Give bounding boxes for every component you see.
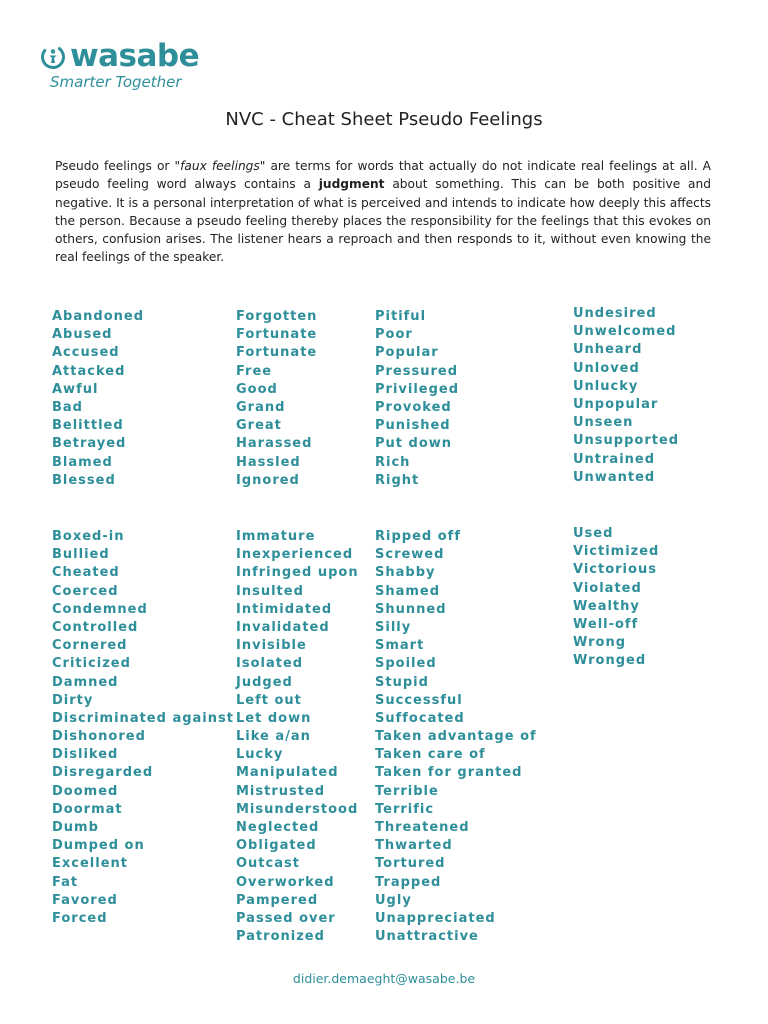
pseudo-feeling-word: Shunned (375, 601, 447, 617)
pseudo-feeling-word: Favored (52, 892, 118, 908)
pseudo-feeling-word: Fortunate (236, 327, 318, 343)
pseudo-feeling-word: Blamed (52, 454, 113, 470)
pseudo-feeling-word: Overworked (236, 874, 335, 890)
pseudo-feeling-word: Disliked (52, 747, 119, 763)
pseudo-feeling-word: Violated (573, 580, 642, 596)
pseudo-feeling-word: Cheated (52, 565, 120, 581)
word-column-1-group-1 (52, 308, 144, 490)
pseudo-feeling-word: Taken advantage of (375, 729, 537, 745)
pseudo-feeling-word: Unseen (573, 415, 634, 431)
pseudo-feeling-word: Unwelcomed (573, 324, 677, 340)
pseudo-feeling-word: Dishonored (52, 729, 146, 745)
pseudo-feeling-word: Forced (52, 910, 108, 926)
page-title: NVC - Cheat Sheet Pseudo Feelings (225, 109, 543, 130)
pseudo-feeling-word: Ignored (236, 472, 300, 488)
pseudo-feeling-word: Manipulated (236, 765, 339, 781)
pseudo-feeling-word: Insulted (236, 583, 304, 599)
intro-faux-feelings: faux feelings (180, 159, 260, 173)
pseudo-feeling-word: Ugly (375, 892, 412, 908)
pseudo-feeling-word: Pressured (375, 363, 459, 379)
pseudo-feeling-word: Shabby (375, 565, 436, 581)
pseudo-feeling-word: Trapped (375, 874, 442, 890)
pseudo-feeling-word: Free (236, 363, 273, 379)
pseudo-feeling-word: Victimized (573, 544, 660, 560)
pseudo-feeling-word: Well-off (573, 616, 639, 632)
pseudo-feeling-word: Good (236, 381, 278, 397)
pseudo-feeling-word: Lucky (236, 747, 284, 763)
pseudo-feeling-word: Attacked (52, 363, 126, 379)
pseudo-feeling-word: Wronged (573, 653, 647, 669)
intro-judgment: judgment (318, 177, 385, 192)
pseudo-feeling-word: Ripped off (375, 529, 461, 544)
pseudo-feeling-word: Mistrusted (236, 783, 326, 799)
pseudo-feeling-word: Successful (375, 692, 463, 708)
pseudo-feeling-word: Unappreciated (375, 910, 496, 926)
pseudo-feeling-word: Outcast (236, 856, 300, 872)
pseudo-feeling-word: Harassed (236, 436, 313, 452)
pseudo-feeling-word: Put down (375, 436, 453, 452)
pseudo-feeling-word: Untrained (573, 451, 656, 467)
pseudo-feeling-word: Dirty (52, 692, 94, 708)
pseudo-feeling-word: Doomed (52, 783, 119, 799)
pseudo-feeling-word: Invalidated (236, 619, 330, 635)
word-column-3-group-2 (375, 528, 537, 946)
pseudo-feeling-word: Dumped on (52, 838, 145, 854)
pseudo-feeling-word: Right (375, 472, 420, 488)
pseudo-feeling-word: Screwed (375, 547, 445, 563)
pseudo-feeling-word: Taken for granted (375, 765, 523, 781)
pseudo-feeling-word: Stupid (375, 674, 429, 690)
pseudo-feeling-word: Let down (236, 710, 312, 726)
pseudo-feeling-word: Infringed upon (236, 565, 359, 581)
pseudo-feeling-word: Wrong (573, 635, 627, 651)
pseudo-feeling-word: Passed over (236, 910, 336, 926)
pseudo-feeling-word: Fat (52, 874, 79, 890)
intro-text-1: Pseudo feelings or " (55, 159, 181, 173)
pseudo-feeling-word: Punished (375, 418, 451, 434)
pseudo-feeling-word: Terrific (375, 801, 435, 817)
pseudo-feeling-word: Belittled (52, 418, 124, 434)
pseudo-feeling-word: Shamed (375, 583, 441, 599)
pseudo-feeling-word: Neglected (236, 820, 320, 835)
pseudo-feeling-word: Patronized (236, 929, 325, 945)
pseudo-feeling-word: Inexperienced (236, 547, 354, 563)
word-column-3-group-1 (375, 308, 459, 490)
pseudo-feeling-word: Bad (52, 399, 83, 415)
pseudo-feeling-word: Abandoned (52, 309, 145, 324)
pseudo-feeling-word: Judged (236, 674, 293, 690)
pseudo-feeling-word: Dumb (52, 820, 99, 835)
pseudo-feeling-word: Disregarded (52, 765, 154, 781)
pseudo-feeling-word: Pampered (236, 892, 319, 908)
pseudo-feeling-word: Obligated (236, 838, 317, 854)
pseudo-feeling-word: Damned (52, 674, 119, 690)
pseudo-feeling-word: Thwarted (375, 838, 453, 854)
pseudo-feeling-word: Undesired (573, 306, 657, 321)
word-column-4-group-1 (573, 305, 679, 487)
brand-logo (40, 40, 220, 96)
pseudo-feeling-word: Terrible (375, 783, 439, 799)
pseudo-feeling-word: Awful (52, 381, 99, 397)
pseudo-feeling-word: Unwanted (573, 469, 656, 485)
pseudo-feeling-word: Poor (375, 327, 413, 343)
pseudo-feeling-word: Misunderstood (236, 801, 359, 817)
pseudo-feeling-word: Taken care of (375, 747, 486, 763)
pseudo-feeling-word: Blessed (52, 472, 116, 488)
pseudo-feeling-word: Betrayed (52, 436, 127, 452)
pseudo-feeling-word: Unheard (573, 342, 643, 358)
pseudo-feeling-word: Suffocated (375, 710, 465, 726)
word-column-4-group-2 (573, 525, 659, 671)
pseudo-feeling-word: Provoked (375, 399, 452, 415)
footer-email[interactable]: didier.demaeght@wasabe.be (292, 971, 476, 986)
pseudo-feeling-word: Smart (375, 638, 425, 654)
pseudo-feeling-word: Privileged (375, 381, 460, 397)
pseudo-feeling-word: Victorious (573, 562, 657, 578)
pseudo-feeling-word: Unpopular (573, 396, 659, 412)
pseudo-feeling-word: Like a/an (236, 729, 311, 745)
pseudo-feeling-word: Tortured (375, 856, 446, 872)
pseudo-feeling-word: Abused (52, 327, 113, 343)
brand-tagline: Smarter Together (50, 73, 182, 91)
pseudo-feeling-word: Unsupported (573, 433, 680, 449)
pseudo-feeling-word: Pitiful (375, 309, 427, 324)
pseudo-feeling-word: Rich (375, 454, 411, 470)
pseudo-feeling-word: Left out (236, 692, 302, 708)
pseudo-feeling-word: Unlucky (573, 378, 639, 394)
pseudo-feeling-word: Bullied (52, 547, 110, 563)
pseudo-feeling-word: Intimidated (236, 601, 333, 617)
brand-name: wasabe (70, 38, 200, 74)
pseudo-feeling-word: Immature (236, 529, 316, 544)
word-column-1-group-2 (52, 528, 234, 928)
word-column-2-group-1 (236, 308, 317, 490)
pseudo-feeling-word: Doormat (52, 801, 123, 817)
pseudo-feeling-word: Spoiled (375, 656, 437, 672)
pseudo-feeling-word: Used (573, 526, 614, 541)
pseudo-feeling-word: Criticized (52, 656, 131, 672)
intro-paragraph (55, 157, 711, 267)
intro-text-3: about something. This can be both positive and negative. It is a personal interpretation of what is perceived and intends to indicate how deeply this affects the person. Because a pseudo feeling thereby places the responsibility for the feelings that this evokes on others, confusion arises. The listener hears a reproach and then responds to it, without even knowing the real feelings of the speaker. (55, 177, 711, 265)
pseudo-feeling-word: Fortunate (236, 345, 318, 361)
pseudo-feeling-word: Hassled (236, 454, 301, 470)
pseudo-feeling-word: Isolated (236, 656, 304, 672)
pseudo-feeling-word: Cornered (52, 638, 128, 654)
pseudo-feeling-word: Popular (375, 345, 439, 361)
pseudo-feeling-word: Unloved (573, 360, 640, 376)
wasabe-logo-icon (40, 44, 66, 70)
pseudo-feeling-word: Condemned (52, 601, 148, 617)
pseudo-feeling-word: Great (236, 418, 282, 434)
pseudo-feeling-word: Accused (52, 345, 120, 361)
pseudo-feeling-word: Forgotten (236, 309, 318, 324)
pseudo-feeling-word: Discriminated against (52, 710, 234, 726)
pseudo-feeling-word: Threatened (375, 820, 470, 835)
pseudo-feeling-word: Unattractive (375, 929, 479, 945)
intro-text-2: " are terms for words that actually do not indicate real feelings at all. A pseudo feeling word always contains a (55, 159, 711, 192)
word-column-2-group-2 (236, 528, 359, 946)
pseudo-feeling-word: Invisible (236, 638, 307, 654)
pseudo-feeling-word: Boxed-in (52, 529, 125, 544)
pseudo-feeling-word: Wealthy (573, 598, 640, 614)
pseudo-feeling-word: Silly (375, 619, 412, 635)
pseudo-feeling-word: Grand (236, 399, 286, 415)
pseudo-feeling-word: Coerced (52, 583, 119, 599)
pseudo-feeling-word: Excellent (52, 856, 128, 872)
pseudo-feeling-word: Controlled (52, 619, 139, 635)
